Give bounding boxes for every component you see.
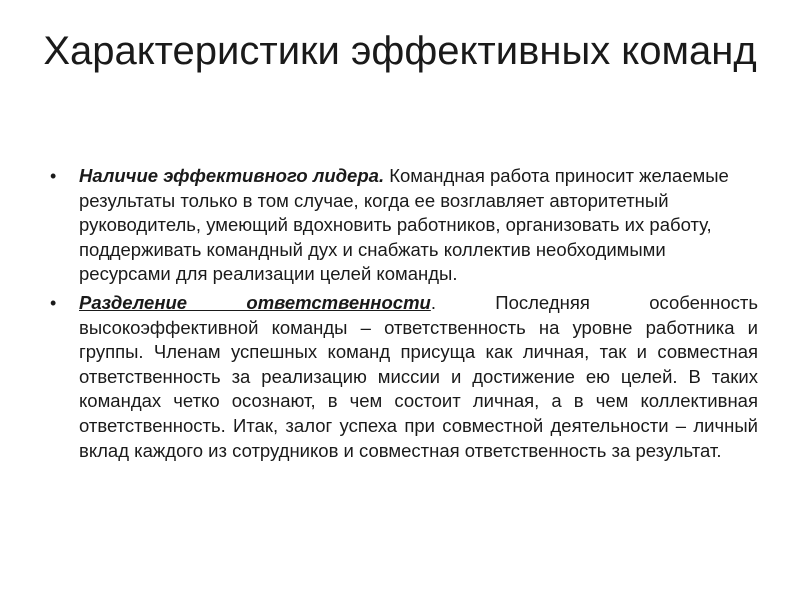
bullet-list (48, 164, 758, 467)
bullet-text (79, 291, 758, 463)
bullet-dot-icon: • (50, 166, 57, 186)
bullet-lead: Разделение ответственности (79, 291, 431, 313)
bullet-item-leader (48, 164, 758, 287)
bullet-lead: Наличие эффективного лидера. (79, 165, 385, 186)
bullet-item-responsibility (48, 291, 758, 463)
bullet-body: Командная работа приносит желаемые результаты только в том случае, когда ее возглавляет авторитетный руководитель, умеющий вдохновить работников, организовать их работу, поддерживать командный дух и снабжать коллектив необходимыми ресурсами для реализации целей команды. (79, 165, 729, 285)
bullet-lead-tail: . (430, 291, 436, 313)
slide-title: Характеристики эффективных команд (43, 29, 757, 73)
bullet-body: Последняя особенность высокоэффективной команды – ответственность на уровне работника и группы. Членам успешных команд присуща как личная, так и совместная ответственность за реализацию миссии и достижение ею целей. В таких командах четко осознают, в чем состоит личная, а в чем коллективная ответственность. Итак, залог успеха при совместной деятельности – личный вклад каждого из сотрудников и совместная ответственность за результат. (79, 291, 758, 461)
bullet-dot-icon: • (50, 292, 57, 313)
bullet-text (79, 164, 758, 287)
